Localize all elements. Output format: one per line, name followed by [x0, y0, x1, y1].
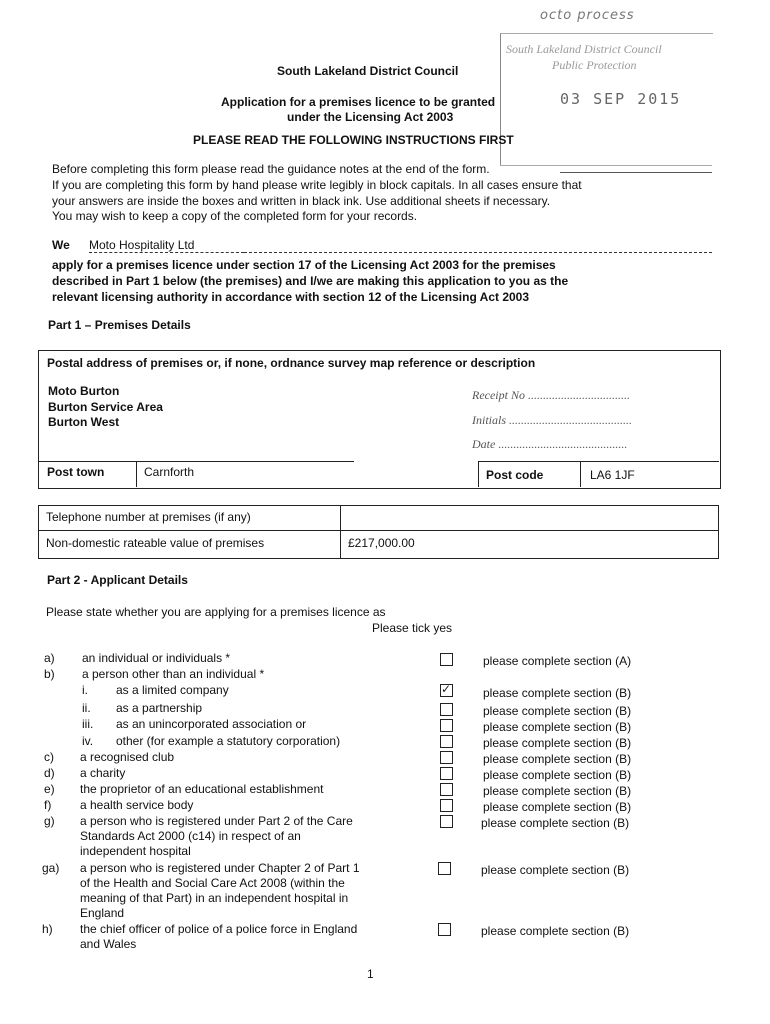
address-line-2[interactable]: Burton Service Area [48, 400, 163, 414]
option-text-ga-line1: a person who is registered under Chapter 2 of Part 1 [80, 861, 360, 875]
instruction-line-4: You may wish to keep a copy of the completed form for your records. [52, 209, 418, 223]
checkbox-other-body[interactable] [440, 735, 453, 748]
option-key-biii: iii. [82, 717, 94, 731]
checkbox-educational-establishment[interactable] [440, 783, 453, 796]
applicant-type-question: Please state whether you are applying for a premises licence as [46, 605, 386, 619]
option-text-f: a health service body [80, 798, 194, 812]
applicant-name[interactable]: Moto Hospitality Ltd [89, 238, 244, 253]
page-number: 1 [367, 967, 374, 981]
part2-heading: Part 2 - Applicant Details [47, 573, 188, 587]
option-text-g-line1: a person who is registered under Part 2 of the Care [80, 814, 353, 828]
table-column-divider [340, 505, 341, 558]
option-text-g-line3: independent hospital [80, 844, 191, 858]
post-code-left-rule [478, 461, 479, 487]
option-text-bi: as a limited company [116, 683, 229, 697]
option-text-biv: other (for example a statutory corporation) [116, 734, 341, 748]
option-text-h-line2: and Wales [80, 937, 137, 951]
checkbox-health-service-body[interactable] [440, 799, 453, 812]
statement-line-2: described in Part 1 below (the premises) and I/we are making this application to you as the [52, 274, 569, 288]
divider-rule [560, 172, 712, 173]
rateable-value-label: Non-domestic rateable value of premises [46, 536, 265, 550]
section-instruction-e: please complete section (B) [483, 784, 632, 798]
option-key-bii: ii. [82, 701, 91, 715]
initials-field: Initials ......................................... [472, 413, 633, 427]
checkbox-individual[interactable] [440, 653, 453, 666]
option-key-ga: ga) [42, 861, 60, 875]
option-key-bi: i. [82, 683, 88, 697]
option-text-ga-line2: of the Health and Social Care Act 2008 (within the [80, 876, 345, 890]
tick-instruction: Please tick yes [372, 621, 453, 635]
statement-line-1: apply for a premises licence under section 17 of the Licensing Act 2003 for the premises [52, 258, 556, 272]
option-text-c: a recognised club [80, 750, 175, 764]
checkbox-chief-officer-police[interactable] [438, 923, 451, 936]
checkbox-unincorporated-association[interactable] [440, 719, 453, 732]
telephone-label: Telephone number at premises (if any) [46, 510, 251, 524]
checkbox-health-social-care-hospital[interactable] [438, 862, 451, 875]
address-heading: Postal address of premises or, if none, ordnance survey map reference or description [47, 356, 536, 370]
section-instruction-h: please complete section (B) [481, 924, 630, 938]
option-key-c: c) [44, 750, 54, 764]
option-key-b: b) [44, 667, 55, 681]
post-town-label: Post town [47, 465, 105, 479]
section-instruction-c: please complete section (B) [483, 752, 632, 766]
checkbox-recognised-club[interactable] [440, 751, 453, 764]
part1-heading: Part 1 – Premises Details [48, 318, 191, 332]
option-key-e: e) [44, 782, 55, 796]
applicant-name-dotted-line [244, 252, 712, 253]
telephone-input[interactable] [348, 510, 708, 526]
section-instruction-a: please complete section (A) [483, 654, 632, 668]
option-key-a: a) [44, 651, 55, 665]
statement-line-3: relevant licensing authority in accordance with section 12 of the Licensing Act 2003 [52, 290, 530, 304]
option-key-f: f) [44, 798, 52, 812]
stamp-date: 03 SEP 2015 [560, 90, 682, 108]
option-text-b: a person other than an individual * [82, 667, 265, 681]
option-text-ga-line3: meaning of that Part) in an independent hospital in [80, 891, 349, 905]
option-key-h: h) [42, 922, 53, 936]
instruction-line-2: If you are completing this form by hand please write legibly in block capitals. In all cases ensure that [52, 178, 582, 192]
option-text-bii: as a partnership [116, 701, 203, 715]
form-title: Application for a premises licence to be granted [221, 95, 496, 109]
option-text-ga-line4: England [80, 906, 125, 920]
section-instruction-d: please complete section (B) [483, 768, 632, 782]
rateable-value[interactable]: £217,000.00 [348, 536, 415, 550]
address-line-1[interactable]: Moto Burton [48, 384, 120, 398]
option-key-g: g) [44, 814, 55, 828]
receipt-no-field: Receipt No .................................. [472, 388, 630, 402]
post-town-value[interactable]: Carnforth [144, 465, 195, 479]
section-instruction-bi: please complete section (B) [483, 686, 632, 700]
form-subtitle: under the Licensing Act 2003 [287, 110, 454, 124]
handwritten-note: octo process [540, 8, 635, 23]
we-label: We [52, 238, 70, 252]
post-code-top-rule [478, 461, 719, 462]
option-key-d: d) [44, 766, 55, 780]
section-instruction-ga: please complete section (B) [481, 863, 630, 877]
option-text-g-line2: Standards Act 2000 (c14) in respect of an [80, 829, 301, 843]
address-line-3[interactable]: Burton West [48, 415, 120, 429]
stamp-bottom-rule [500, 165, 712, 166]
post-town-top-rule [39, 461, 354, 462]
checkbox-care-standards-hospital[interactable] [440, 815, 453, 828]
table-row-divider [38, 530, 718, 531]
option-key-biv: iv. [82, 734, 94, 748]
option-text-e: the proprietor of an educational establishment [80, 782, 324, 796]
option-text-biii: as an unincorporated association or [116, 717, 307, 731]
post-code-value[interactable]: LA6 1JF [590, 468, 635, 482]
post-code-divider [580, 461, 581, 487]
checkbox-limited-company[interactable] [440, 684, 453, 697]
checkbox-charity[interactable] [440, 767, 453, 780]
option-text-a: an individual or individuals * [82, 651, 231, 665]
council-name: South Lakeland District Council [277, 64, 459, 78]
section-instruction-f: please complete section (B) [483, 800, 632, 814]
section-instruction-g: please complete section (B) [481, 816, 630, 830]
section-instruction-biv: please complete section (B) [483, 736, 632, 750]
instructions-heading: PLEASE READ THE FOLLOWING INSTRUCTIONS FIRST [193, 133, 514, 147]
stamp-department: Public Protection [552, 58, 637, 72]
post-town-divider [136, 461, 137, 487]
date-field: Date ........................................... [472, 437, 628, 451]
section-instruction-biii: please complete section (B) [483, 720, 632, 734]
stamp-council: South Lakeland District Council [506, 42, 662, 56]
option-text-d: a charity [80, 766, 126, 780]
instruction-line-3: your answers are inside the boxes and written in black ink. Use additional sheets if necessary. [52, 194, 551, 208]
section-instruction-bii: please complete section (B) [483, 704, 632, 718]
checkbox-partnership[interactable] [440, 703, 453, 716]
post-code-label: Post code [486, 468, 544, 482]
option-text-h-line1: the chief officer of police of a police force in England [80, 922, 358, 936]
instruction-line-1: Before completing this form please read the guidance notes at the end of the form. [52, 162, 490, 176]
